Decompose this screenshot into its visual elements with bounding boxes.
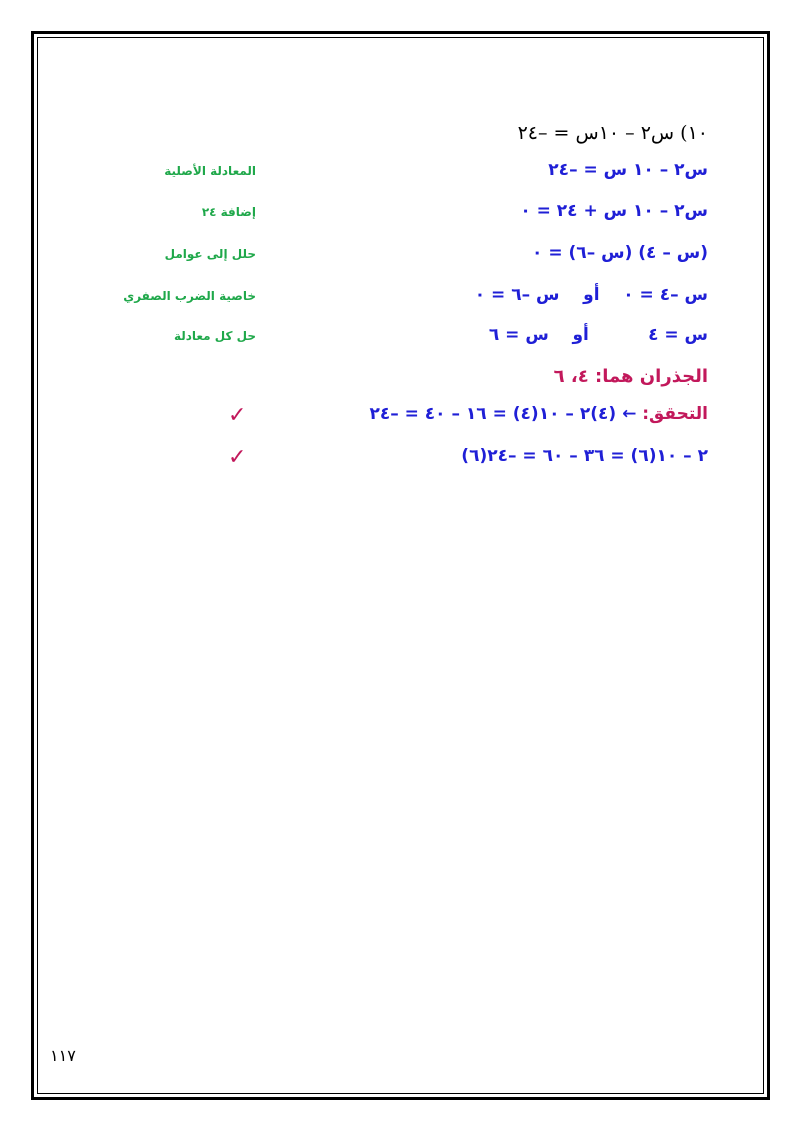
step-1-note: المعادلة الأصلية bbox=[164, 164, 256, 178]
page-number: ١١٧ bbox=[50, 1046, 76, 1065]
problem-statement: ١٠) س٢ – ١٠س = –٢٤ bbox=[517, 122, 708, 144]
roots-label: الجذران هما: bbox=[595, 366, 708, 387]
check-line-2 bbox=[461, 446, 708, 466]
check-label: التحقق: bbox=[642, 404, 708, 424]
roots-line bbox=[554, 366, 708, 387]
step-5-note: حل كل معادلة bbox=[173, 329, 256, 343]
step-4-note: خاصية الضرب الصفري bbox=[123, 289, 256, 303]
check-line-1 bbox=[369, 404, 708, 424]
step-2-note: إضافة ٢٤ bbox=[201, 205, 256, 219]
checkmark-icon: ✓ bbox=[228, 403, 247, 428]
roots-values: ٤، ٦ bbox=[553, 366, 589, 387]
step-2-equation: س٢ – ١٠ س + ٢٤ = ٠ bbox=[520, 201, 708, 221]
check-equation-2: (٦)٢ – ١٠(٦) = ٣٦ – ٦٠ = –٢٤ bbox=[461, 446, 708, 466]
step-3-note: حلل إلى عوامل bbox=[164, 247, 256, 261]
step-5-equation: س = ٤ أو س = ٦ bbox=[488, 325, 708, 345]
checkmark-icon: ✓ bbox=[228, 445, 247, 470]
step-4-equation: س –٤ = ٠ أو س –٦ = ٠ bbox=[474, 285, 708, 305]
page-border-inner bbox=[37, 37, 764, 1094]
step-3-equation: (س – ٤) (س –٦) = ٠ bbox=[532, 243, 708, 263]
check-equation-1: ← (٤)٢ – ١٠(٤) = ١٦ – ٤٠ = –٢٤ bbox=[369, 404, 637, 424]
step-1-equation: س٢ – ١٠ س = –٢٤ bbox=[548, 160, 708, 180]
